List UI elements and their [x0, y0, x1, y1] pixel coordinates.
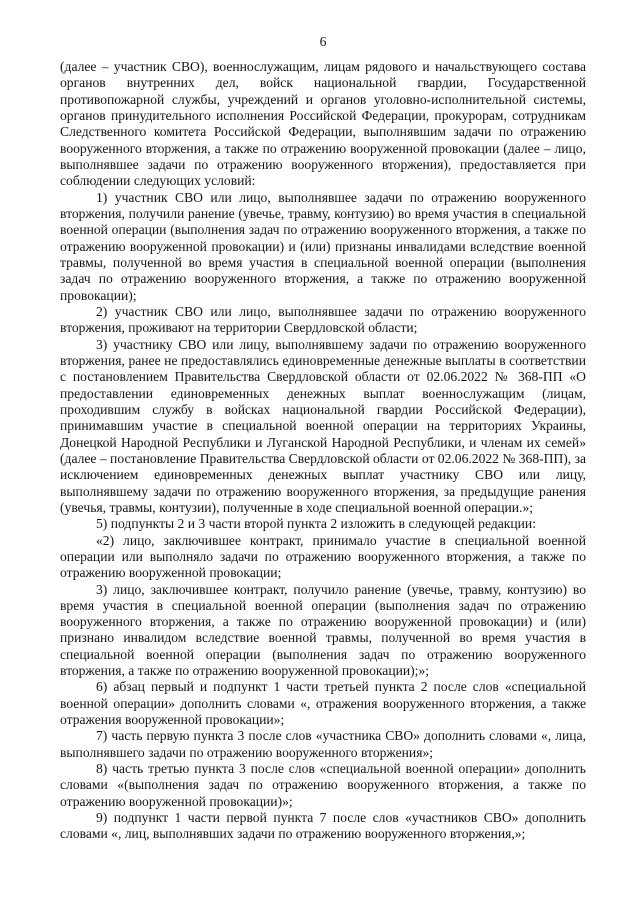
paragraph-continuation: (далее – участник СВО), военнослужащим, лицам рядового и начальствующего состава органов внутренних дел, войск национальной гвардии, Государственной противопожарной службы, учреждений и органов уголовно-исполнительной системы, органов принудительного исполнения Российской Федерации, прокурорам, сотрудникам Следственного комитета Российской Федерации, выполнявшим задачи по отражению вооруженного вторжения, а также по отражению вооруженной провокации (далее – лицо, выполнявшее задачи по отражению вооруженного вторжения), предоставляется при соблюдении следующих условий:: [60, 59, 586, 189]
page-number: 6: [319, 34, 327, 49]
paragraph-item-3: 3) участнику СВО или лицу, выполнявшему задачи по отражению вооруженного вторжения, ранее не предоставлялись единовременные денежные выплаты в соответствии с постановлением Правительства Свердловской области от 02.06.2022 № 368-ПП «О предоставлении единовременных денежных выплат военнослужащим (лицам, проходившим службу в войсках национальной гвардии Российской Федерации), принимавшим участие в специальной военной операции на территориях Украины, Донецкой Народной Республики и Луганской Народной Республики, и членам их семей» (далее – постановление Правительства Свердловской области от 02.06.2022 № 368-ПП), за исключением единовременных денежных выплат участнику СВО или лицу, выполнявшему задачи по отражению вооруженного вторжения, за предыдущие ранения (увечья, травмы, контузии), полученные в ходе специальной военной операции.»;: [60, 336, 587, 515]
paragraph-quoted-subitem-3: 3) лицо, заключившее контракт, получило ранение (увечье, травму, контузию) во время участия в специальной военной операции (выполнения задач по отражению вооруженного вторжения, а также по отражению вооруженной провокации) и (или) признано инвалидом вследствие военной травмы, полученной во время участия в специальной военной операции (выполнения задач по отражению вооруженного вторжения, а также по отражению вооруженной провокации);»;: [60, 581, 586, 679]
paragraph-item-7: 7) часть первую пункта 3 после слов «участника СВО» дополнить словами «, лица, выполнявшего задачи по отражению вооруженного вторжения»;: [60, 728, 586, 760]
paragraph-item-2: 2) участник СВО или лицо, выполнявшее задачи по отражению вооруженного вторжения, проживают на территории Свердловской области;: [60, 303, 586, 336]
paragraph-item-1: 1) участник СВО или лицо, выполнявшее задачи по отражению вооруженного вторжения, получили ранение (увечье, травму, контузию) во время участия в специальной военной операции (выполнения задач по отражению вооруженного вторжения, а также по отражению вооруженной провокации) и (или) признаны инвалидами вследствие военной травмы, полученной во время участия в специальной военной операции (выполнения задач по отражению вооруженного вторжения, а также по отражению вооруженной провокации);: [60, 189, 586, 303]
paragraph-item-9: 9) подпункт 1 части первой пункта 7 после слов «участников СВО» дополнить словами «, лиц, выполнявших задачи по отражению вооруженного вторжения,»;: [60, 810, 586, 842]
paragraph-quoted-subitem-2: «2) лицо, заключившее контракт, принимало участие в специальной военной операции или выполняло задачи по отражению вооруженного вторжения, а также по отражению вооруженной провокации;: [60, 532, 586, 581]
paragraph-item-6: 6) абзац первый и подпункт 1 части третьей пункта 2 после слов «специальной военной операции» дополнить словами «, отражения вооруженного вторжения, а также отражения вооруженной провокации»;: [60, 679, 586, 728]
paragraph-item-5: 5) подпункты 2 и 3 части второй пункта 2 изложить в следующей редакции:: [96, 516, 536, 532]
paragraph-item-8: 8) часть третью пункта 3 после слов «специальной военной операции» дополнить словами «(выполнения задач по отражению вооруженного вторжения, а также по отражению вооруженной провокации)»;: [60, 761, 586, 809]
